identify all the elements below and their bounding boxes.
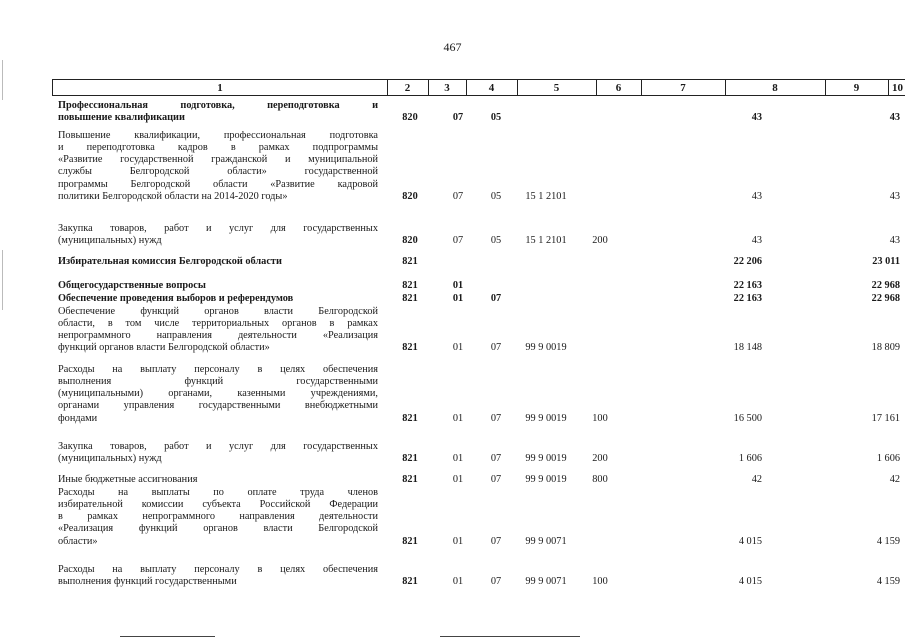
cell-col-10: 43	[889, 190, 900, 202]
cell-col-2: 821	[402, 412, 418, 424]
header-cell-3: 3	[428, 80, 467, 95]
cell-col-8: 1 606	[738, 453, 762, 465]
header-cell-2: 2	[387, 80, 429, 95]
cell-col-5: 15 1 2101	[525, 190, 567, 202]
row-description	[58, 364, 378, 425]
header-cell-1: 1	[53, 80, 388, 95]
description-line: службы Белгородской области» государственной	[58, 166, 378, 178]
description-line: Профессиональная подготовка, переподготовка и	[58, 100, 378, 111]
cell-col-4: 07	[490, 412, 502, 424]
cell-col-3: 01	[452, 535, 464, 547]
cell-col-5: 15 1 2101	[525, 235, 567, 247]
cell-col-6: 100	[592, 576, 608, 588]
cell-col-5: 99 9 0019	[525, 342, 567, 354]
row-description	[58, 293, 378, 305]
cell-col-3: 01	[452, 342, 464, 354]
description-line: выполнения функций государственными	[58, 576, 237, 588]
cell-col-3: 07	[452, 112, 464, 124]
cell-col-4: 07	[490, 474, 502, 485]
cell-col-4: 07	[490, 342, 502, 354]
cell-col-5: 99 9 0019	[525, 453, 567, 465]
description-line: фондами	[58, 412, 98, 424]
description-line: Избирательная комиссия Белгородской области	[58, 256, 282, 267]
cell-col-6: 800	[592, 474, 608, 485]
footer-rule	[120, 636, 215, 637]
description-line: органами управления государственными внебюджетными	[58, 400, 378, 412]
description-line: избирательной комиссии субъекта Российской Федерации	[58, 499, 378, 511]
cell-col-8: 42	[751, 474, 762, 485]
cell-col-8: 43	[751, 112, 762, 124]
cell-col-8: 22 163	[733, 293, 762, 304]
description-line: в рамках непрограммного направления деятельности	[58, 511, 378, 523]
cell-col-3: 01	[452, 474, 464, 485]
description-line: непрограммного направления деятельности «Реализация	[58, 330, 378, 342]
description-line: Иные бюджетные ассигнования	[58, 474, 198, 485]
description-line: Обеспечение проведения выборов и референдумов	[58, 293, 294, 304]
cell-col-10: 17 161	[871, 412, 900, 424]
cell-col-4: 05	[490, 112, 502, 124]
description-line: повышение квалификации	[58, 112, 185, 124]
header-cell-10: 10	[892, 82, 903, 94]
cell-col-2: 821	[402, 576, 418, 588]
cell-col-2: 821	[402, 256, 418, 267]
cell-col-2: 821	[402, 453, 418, 465]
cell-col-8: 22 206	[733, 256, 762, 267]
cell-col-10: 42	[889, 474, 900, 485]
cell-col-5: 99 9 0019	[525, 474, 567, 485]
cell-col-6: 200	[592, 235, 608, 247]
cell-col-5: 99 9 0071	[525, 535, 567, 547]
cell-col-4: 07	[490, 453, 502, 465]
description-line: Расходы на выплату персоналу в целях обеспечения	[58, 364, 378, 375]
header-cell-5: 5	[517, 80, 597, 95]
cell-col-10: 22 968	[871, 280, 900, 291]
cell-col-5: 99 9 0071	[525, 576, 567, 588]
header-cell-4: 4	[466, 80, 518, 95]
header-cell-7: 7	[641, 80, 726, 95]
description-line: области, в том числе территориальных органов в рамках	[58, 318, 378, 330]
cell-col-4: 07	[490, 293, 502, 304]
cell-col-2: 820	[402, 190, 418, 202]
description-line: функций органов власти Белгородской области»	[58, 342, 270, 354]
cell-col-3: 01	[452, 576, 464, 588]
cell-col-10: 23 011	[872, 256, 900, 267]
cell-col-2: 821	[402, 535, 418, 547]
page-number: 467	[443, 40, 462, 54]
description-line: политики Белгородской области на 2014-2020 годы»	[58, 190, 288, 202]
cell-col-8: 4 015	[738, 535, 762, 547]
row-description	[58, 441, 378, 465]
cell-col-4: 05	[490, 190, 502, 202]
table-header	[52, 79, 905, 96]
cell-col-2: 821	[402, 293, 418, 304]
header-cell-9: 9	[825, 80, 889, 95]
cell-col-5: 99 9 0019	[525, 412, 567, 424]
cell-col-10: 43	[889, 235, 900, 247]
description-line: «Развитие государственной гражданской и муниципальной	[58, 154, 378, 166]
cell-col-8: 43	[751, 235, 762, 247]
row-description	[58, 130, 378, 203]
row-description	[58, 306, 378, 355]
description-line: выполнения функций государственными	[58, 376, 378, 388]
cell-col-3: 07	[452, 235, 464, 247]
cell-col-8: 4 015	[738, 576, 762, 588]
description-line: (муниципальных) нужд	[58, 235, 162, 247]
cell-col-3: 01	[452, 453, 464, 465]
row-description	[58, 564, 378, 588]
scan-margin-mark	[2, 60, 3, 100]
cell-col-4: 05	[490, 235, 502, 247]
cell-col-3: 01	[452, 293, 464, 304]
cell-col-8: 18 148	[733, 342, 762, 354]
row-description	[58, 474, 378, 486]
row-description	[58, 223, 378, 247]
row-description	[58, 280, 378, 292]
cell-col-6: 200	[592, 453, 608, 465]
description-line: (муниципальных) нужд	[58, 453, 162, 465]
cell-col-10: 4 159	[876, 576, 900, 588]
description-line: и переподготовка кадров в рамках подпрограммы	[58, 142, 378, 154]
description-line: Закупка товаров, работ и услуг для государственных	[58, 223, 378, 234]
description-line: Расходы на выплаты по оплате труда членов	[58, 487, 378, 498]
cell-col-2: 821	[402, 280, 418, 291]
header-cell-8: 8	[725, 80, 826, 95]
cell-col-2: 821	[402, 474, 418, 485]
cell-col-8: 43	[751, 190, 762, 202]
cell-col-10: 1 606	[876, 453, 900, 465]
description-line: Общегосударственные вопросы	[58, 280, 206, 291]
cell-col-4: 07	[490, 535, 502, 547]
description-line: Обеспечение функций органов власти Белгородской	[58, 306, 378, 317]
footer-rule	[440, 636, 580, 637]
scan-margin-mark	[2, 250, 3, 310]
cell-col-6: 100	[592, 412, 608, 424]
description-line: программы Белгородской области «Развитие кадровой	[58, 178, 378, 190]
row-description	[58, 487, 378, 548]
cell-col-10: 18 809	[871, 342, 900, 354]
cell-col-8: 16 500	[733, 412, 762, 424]
cell-col-3: 01	[452, 412, 464, 424]
cell-col-10: 22 968	[871, 293, 900, 304]
cell-col-10: 43	[889, 112, 900, 124]
description-line: Расходы на выплату персоналу в целях обеспечения	[58, 564, 378, 575]
cell-col-3: 01	[452, 280, 464, 291]
row-description	[58, 100, 378, 124]
description-line: Закупка товаров, работ и услуг для государственных	[58, 441, 378, 452]
description-line: «Реализация функций органов власти Белгородской	[58, 523, 378, 535]
cell-col-2: 820	[402, 112, 418, 124]
cell-col-2: 820	[402, 235, 418, 247]
header-cell-6: 6	[596, 80, 642, 95]
cell-col-10: 4 159	[876, 535, 900, 547]
cell-col-8: 22 163	[733, 280, 762, 291]
cell-col-3: 07	[452, 190, 464, 202]
description-line: Повышение квалификации, профессиональная подготовка	[58, 130, 378, 141]
description-line: (муниципальными) органами, казенными учреждениями,	[58, 388, 378, 400]
description-line: области»	[58, 535, 98, 547]
cell-col-4: 07	[490, 576, 502, 588]
cell-col-2: 821	[402, 342, 418, 354]
row-description	[58, 256, 378, 268]
